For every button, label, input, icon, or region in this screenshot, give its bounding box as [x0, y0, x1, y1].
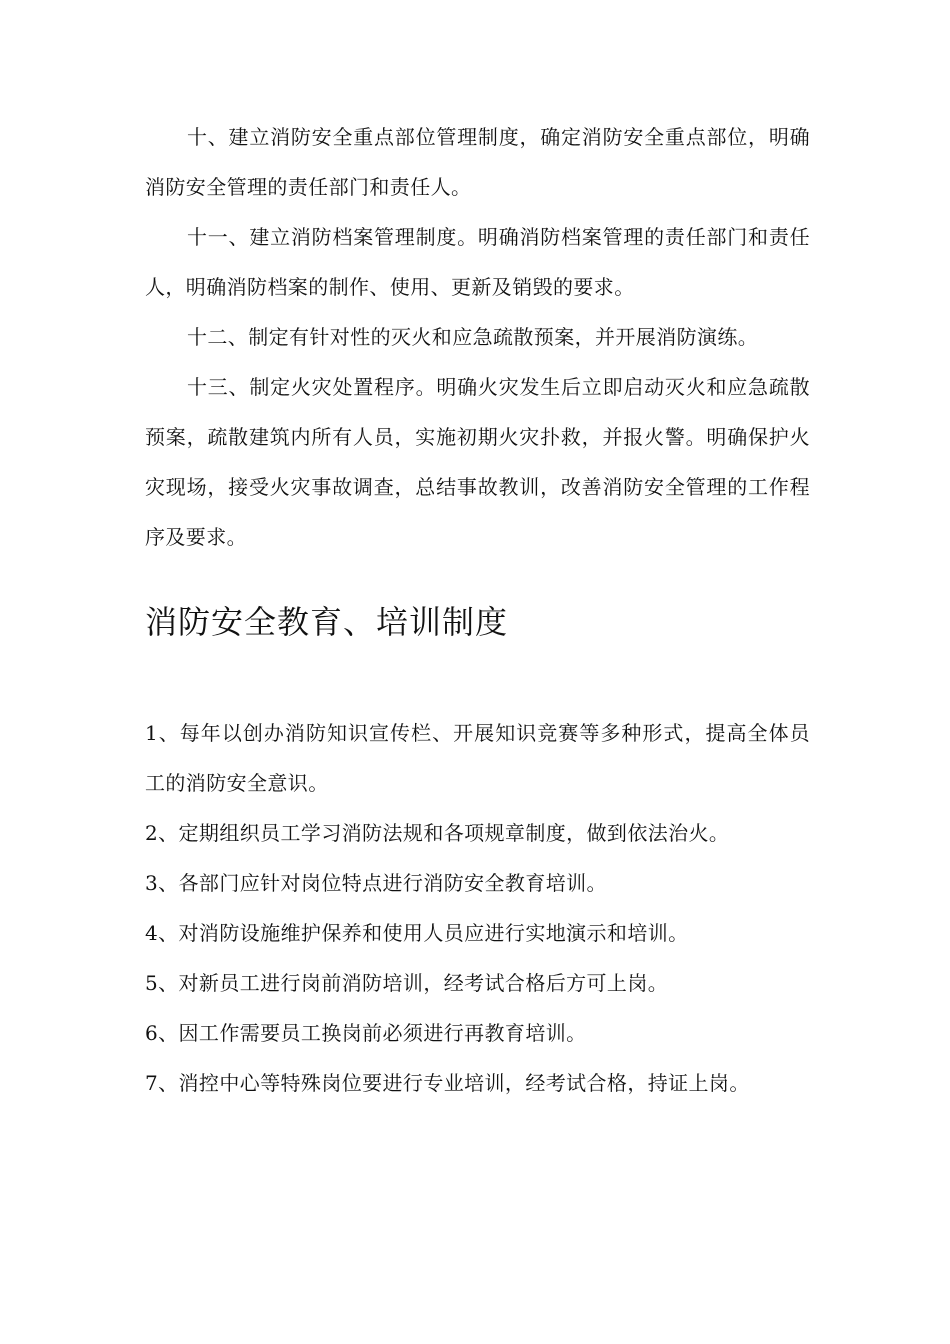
intro-paragraphs: [145, 112, 810, 562]
list-item: 2、定期组织员工学习消防法规和各项规章制度，做到依法治火。: [145, 821, 730, 845]
paragraph-eleven: 十一、建立消防档案管理制度。明确消防档案管理的责任部门和责任人，明确消防档案的制作、使用、更新及销毁的要求。: [145, 225, 810, 299]
list-item: 5、对新员工进行岗前消防培训，经考试合格后方可上岗。: [145, 971, 669, 995]
training-rules-list: [145, 708, 810, 1108]
section-title: 消防安全教育、培训制度: [145, 603, 509, 641]
paragraph-ten: 十、建立消防安全重点部位管理制度，确定消防安全重点部位，明确消防安全管理的责任部门和责任人。: [145, 125, 810, 199]
paragraph-twelve: 十二、制定有针对性的灭火和应急疏散预案，并开展消防演练。: [187, 325, 759, 349]
list-item: 1、每年以创办消防知识宣传栏、开展知识竞赛等多种形式，提高全体员工的消防安全意识。: [145, 721, 810, 795]
list-item: 6、因工作需要员工换岗前必须进行再教育培训。: [145, 1021, 587, 1045]
list-item: 4、对消防设施维护保养和使用人员应进行实地演示和培训。: [145, 921, 689, 945]
paragraph-thirteen: 十三、制定火灾处置程序。明确火灾发生后立即启动灭火和应急疏散预案，疏散建筑内所有人员，实施初期火灾扑救，并报火警。明确保护火灾现场，接受火灾事故调查，总结事故教训，改善消防安全管理的工作程序及要求。: [145, 375, 810, 549]
list-item: 7、消控中心等特殊岗位要进行专业培训，经考试合格，持证上岗。: [145, 1071, 750, 1095]
list-item: 3、各部门应针对岗位特点进行消防安全教育培训。: [145, 871, 607, 895]
